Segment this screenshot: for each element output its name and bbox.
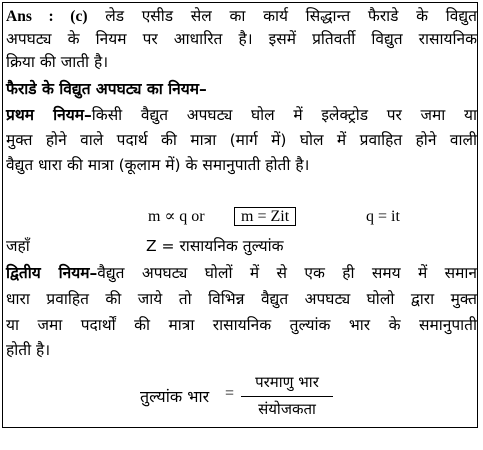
formula-lhs: तुल्यांक भार [140, 387, 210, 406]
first-law-line-3: वैद्युत धारा की मात्रा (कूलाम में) के समानुपाती होती है। [6, 156, 310, 174]
charge-equation: q = it [366, 208, 400, 225]
answer-line-1 [6, 6, 477, 27]
answer-text-1: लेड एसीड सेल का कार्य सिद्धान्त फैराडे के विद्युत [105, 7, 478, 25]
answer-line-3: क्रिया की जाती है। [6, 53, 109, 71]
answer-line-2: अपघट्य के नियम पर आधारित है। इसमें प्रतिवर्ती विद्युत रासायनिक [6, 30, 477, 48]
answer-label: Ans : (c) [6, 8, 88, 25]
section-heading: फैराडे के विद्युत अपघट्य का नियम– [6, 80, 207, 98]
second-law-line-3: या जमा पदार्थों की मात्रा रासायनिक तुल्यांक भार के समानुपाती [6, 316, 477, 334]
first-law-label: प्रथम नियम– [6, 106, 92, 124]
second-law-line-1 [6, 263, 477, 283]
formula-numerator: परमाणु भार [255, 373, 319, 391]
second-law-text-1: वैद्युत अपघट्य घोलों में से एक ही समय में समान [97, 264, 477, 282]
fraction-bar [241, 396, 333, 397]
second-law-label: द्वितीय नियम– [6, 264, 98, 282]
second-law-line-4: होती है। [6, 341, 51, 359]
boxed-equation [234, 207, 296, 227]
first-law-line-2: मुक्त होने वाले पदार्थ की मात्रा (मार्ग में) घोल में प्रवाहित होने वाली [6, 131, 477, 149]
where-label: जहाँ [6, 237, 30, 255]
z-definition: Z = रासायनिक तुल्यांक [146, 237, 284, 255]
first-law-line-1 [6, 105, 477, 125]
first-law-text-1: किसी वैद्युत अपघट्य घोल में इलेक्ट्रोड पर जमा या [91, 106, 477, 124]
boxed-equation-text: m = Zit [234, 207, 296, 226]
second-law-line-2: धारा प्रवाहित की जाये तो विभिन्न वैद्युत अपघट्य घोलो द्वारा मुक्त [6, 290, 477, 308]
proportional-equation: m ∝ q or [148, 208, 205, 225]
formula-equals: = [225, 385, 235, 402]
equivalent-weight-formula [140, 372, 340, 422]
formula-denominator: संयोजकता [258, 400, 316, 418]
